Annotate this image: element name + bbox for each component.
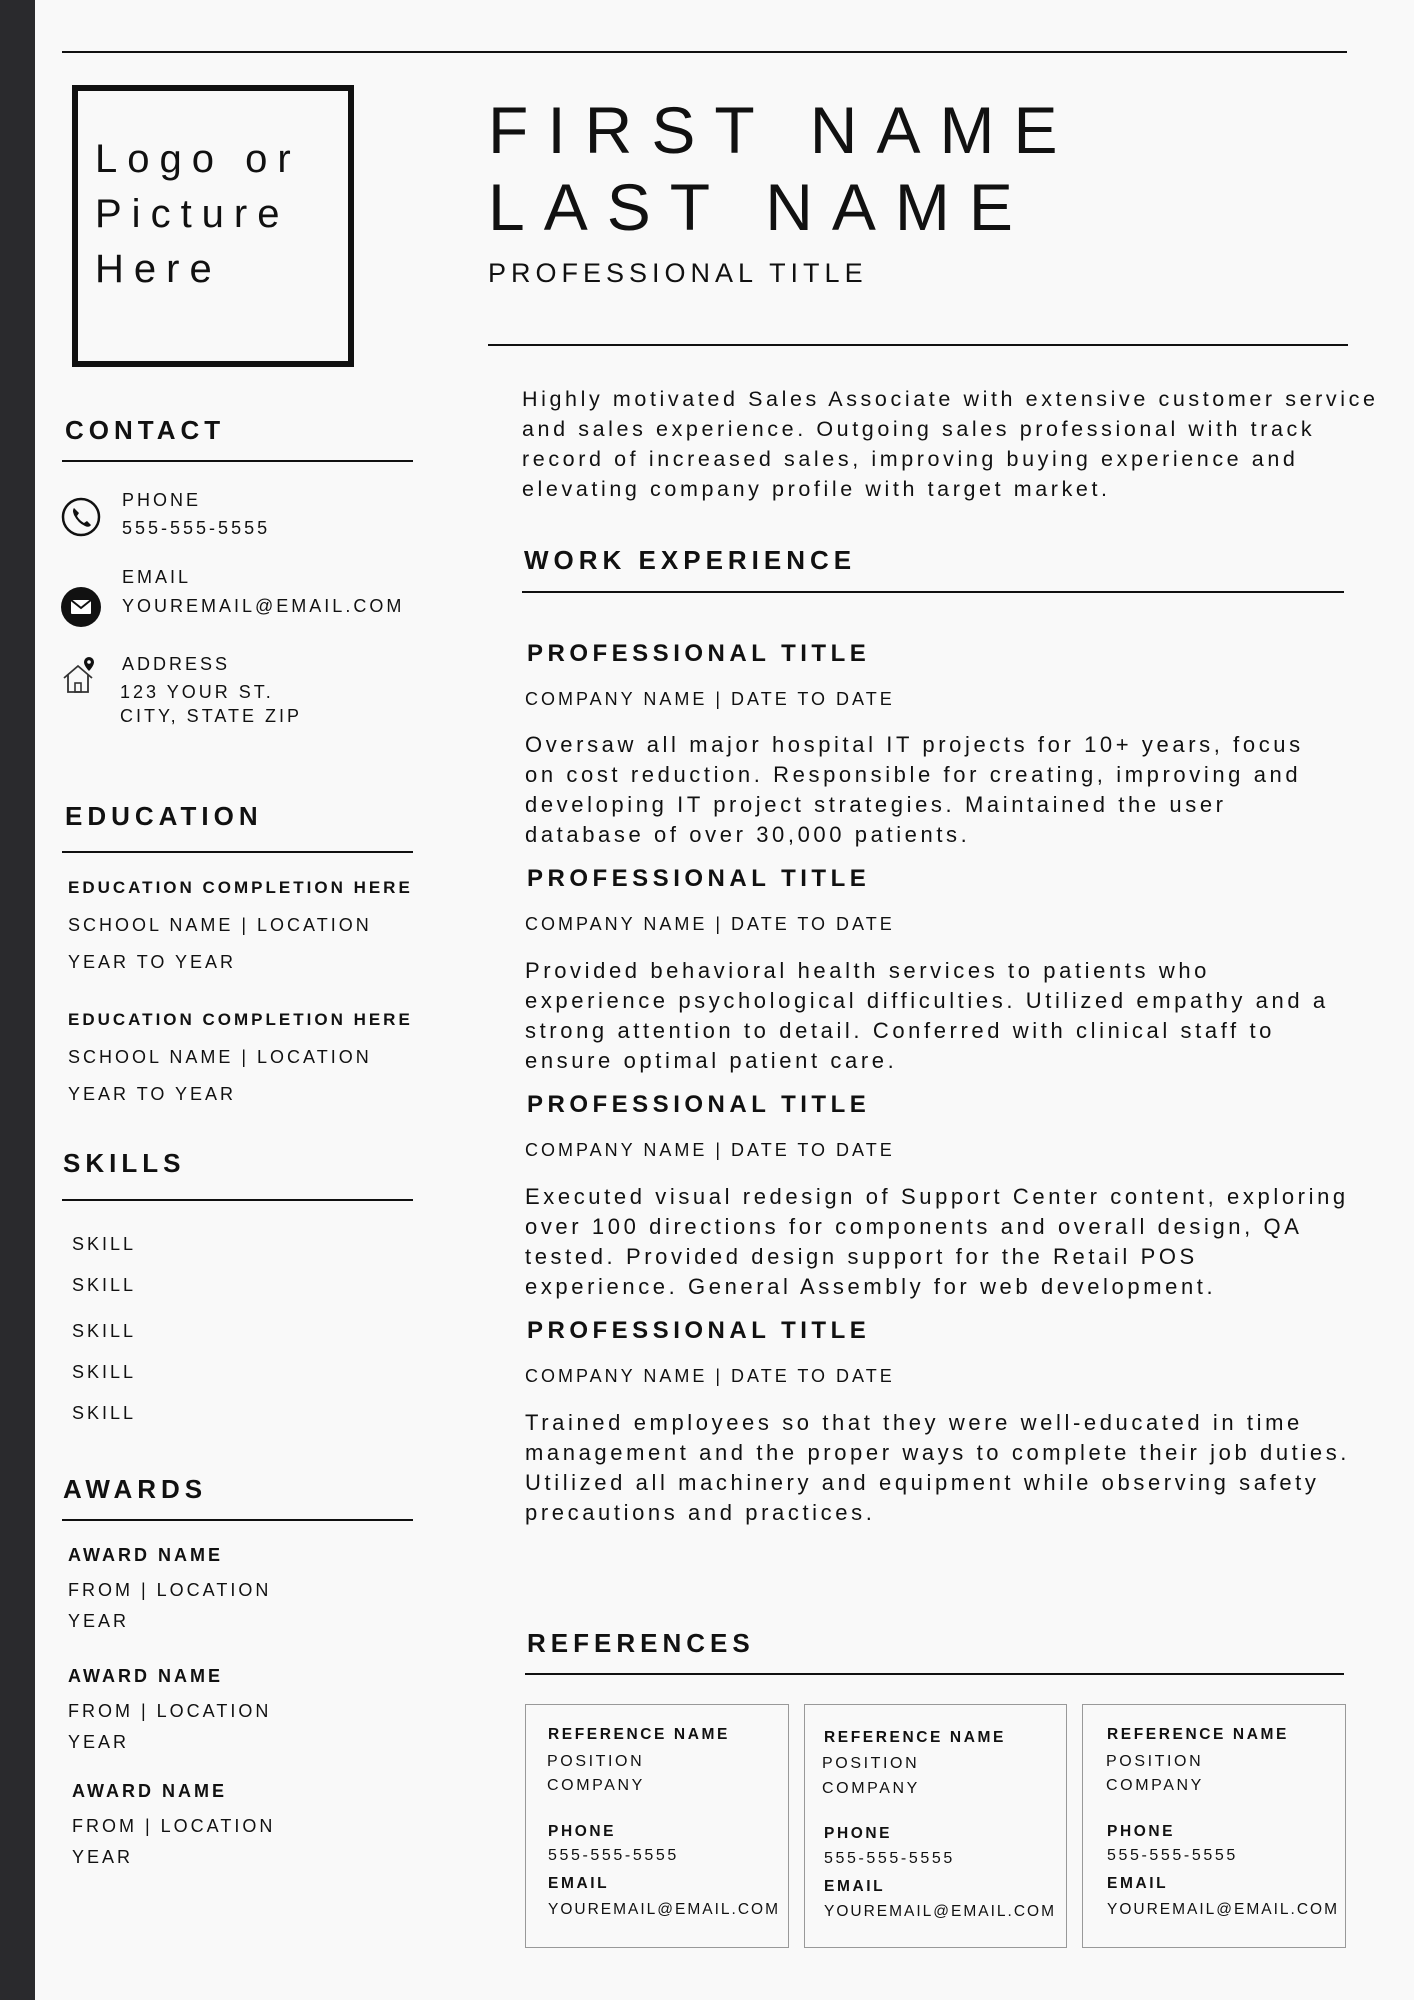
email-icon bbox=[60, 586, 102, 628]
reference-position: POSITION bbox=[547, 1753, 645, 1770]
reference-phone: 555-555-5555 bbox=[548, 1847, 679, 1864]
work-experience-heading: WORK EXPERIENCE bbox=[524, 545, 857, 575]
skill-item: SKILL bbox=[72, 1403, 137, 1423]
references-divider bbox=[525, 1673, 1344, 1675]
email-label: EMAIL bbox=[122, 567, 192, 587]
professional-title: PROFESSIONAL TITLE bbox=[488, 258, 868, 288]
reference-phone-label: PHONE bbox=[824, 1825, 893, 1842]
job-description: Trained employees so that they were well-educated in time management and the proper ways to complete their job duties. Utilized all machinery and equipment while observing safety precautions and practices. bbox=[525, 1410, 1351, 1525]
award-name: AWARD NAME bbox=[68, 1545, 223, 1565]
reference-phone-label: PHONE bbox=[548, 1823, 617, 1840]
award-from: FROM | LOCATION bbox=[68, 1580, 272, 1600]
awards-heading: AWARDS bbox=[63, 1474, 208, 1504]
reference-name: REFERENCE NAME bbox=[1107, 1726, 1289, 1743]
email-value: YOUREMAIL@EMAIL.COM bbox=[122, 596, 405, 616]
education-years: YEAR TO YEAR bbox=[68, 952, 237, 972]
header-divider bbox=[488, 344, 1348, 346]
education-divider bbox=[62, 851, 413, 853]
reference-name: REFERENCE NAME bbox=[824, 1729, 1006, 1746]
award-from: FROM | LOCATION bbox=[68, 1701, 272, 1721]
job-company-dates: COMPANY NAME | DATE TO DATE bbox=[525, 1140, 895, 1160]
award-year: YEAR bbox=[72, 1847, 134, 1867]
logo-text-line: Logo or bbox=[95, 137, 301, 181]
logo-text-line: Here bbox=[95, 247, 222, 291]
skill-item: SKILL bbox=[72, 1321, 137, 1341]
education-title: EDUCATION COMPLETION HERE bbox=[68, 878, 413, 897]
skills-divider bbox=[62, 1199, 413, 1201]
logo-placeholder-text bbox=[95, 132, 375, 297]
contact-divider bbox=[62, 460, 413, 462]
reference-phone: 555-555-5555 bbox=[1107, 1847, 1238, 1864]
reference-name: REFERENCE NAME bbox=[548, 1726, 730, 1743]
reference-company: COMPANY bbox=[1106, 1777, 1204, 1794]
job-description: Oversaw all major hospital IT projects for 10+ years, focus on cost reduction. Responsible for creating, improving and developing IT project strategies. Maintained the user database of over 30,000 patients. bbox=[525, 732, 1304, 847]
award-year: YEAR bbox=[68, 1611, 130, 1631]
reference-email-label: EMAIL bbox=[548, 1875, 610, 1892]
reference-email-label: EMAIL bbox=[824, 1878, 886, 1895]
profile-summary: Highly motivated Sales Associate with extensive customer service and sales experience. Outgoing sales professional with track record of increased sales, improving buying experience and elevating company profile with target market. bbox=[522, 387, 1379, 501]
reference-email: YOUREMAIL@EMAIL.COM bbox=[548, 1901, 781, 1918]
award-year: YEAR bbox=[68, 1732, 130, 1752]
home-location-icon bbox=[60, 656, 102, 698]
job-title: PROFESSIONAL TITLE bbox=[527, 1091, 871, 1118]
reference-company: COMPANY bbox=[822, 1780, 920, 1797]
reference-phone-label: PHONE bbox=[1107, 1823, 1176, 1840]
job-company-dates: COMPANY NAME | DATE TO DATE bbox=[525, 1366, 895, 1386]
job-description: Executed visual redesign of Support Center content, exploring over 100 directions for components and overall design, QA tested. Provided design support for the Retail POS experience. General Assembly for web development. bbox=[525, 1184, 1349, 1299]
work-experience-divider bbox=[522, 591, 1344, 593]
education-years: YEAR TO YEAR bbox=[68, 1084, 237, 1104]
phone-label: PHONE bbox=[122, 490, 202, 510]
address-line2: CITY, STATE ZIP bbox=[120, 706, 303, 726]
references-heading: REFERENCES bbox=[527, 1628, 755, 1658]
contact-heading: CONTACT bbox=[65, 415, 226, 445]
sidebar-accent-bar bbox=[0, 0, 35, 2000]
reference-position: POSITION bbox=[1106, 1753, 1204, 1770]
skill-item: SKILL bbox=[72, 1275, 137, 1295]
reference-email-label: EMAIL bbox=[1107, 1875, 1169, 1892]
skills-heading: SKILLS bbox=[63, 1148, 186, 1178]
award-name: AWARD NAME bbox=[72, 1781, 227, 1801]
job-description: Provided behavioral health services to patients who experience psychological difficulties. Utilized empathy and a strong attention to detail. Conferred with clinical staff to ensure optimal patient care. bbox=[525, 958, 1329, 1073]
address-label: ADDRESS bbox=[122, 654, 231, 674]
reference-email: YOUREMAIL@EMAIL.COM bbox=[1107, 1901, 1340, 1918]
reference-company: COMPANY bbox=[547, 1777, 645, 1794]
reference-card bbox=[1082, 1704, 1346, 1948]
reference-card bbox=[804, 1704, 1067, 1948]
skill-item: SKILL bbox=[72, 1362, 137, 1382]
award-from: FROM | LOCATION bbox=[72, 1816, 276, 1836]
reference-phone: 555-555-5555 bbox=[824, 1850, 955, 1867]
logo-text-line: Picture bbox=[95, 192, 290, 236]
job-title: PROFESSIONAL TITLE bbox=[527, 865, 871, 892]
reference-email: YOUREMAIL@EMAIL.COM bbox=[824, 1903, 1057, 1920]
reference-position: POSITION bbox=[822, 1755, 920, 1772]
education-school: SCHOOL NAME | LOCATION bbox=[68, 915, 372, 935]
phone-value: 555-555-5555 bbox=[122, 518, 271, 538]
job-company-dates: COMPANY NAME | DATE TO DATE bbox=[525, 914, 895, 934]
education-heading: EDUCATION bbox=[65, 801, 263, 831]
job-company-dates: COMPANY NAME | DATE TO DATE bbox=[525, 689, 895, 709]
skill-item: SKILL bbox=[72, 1234, 137, 1254]
education-title: EDUCATION COMPLETION HERE bbox=[68, 1010, 413, 1029]
first-name: FIRST NAME bbox=[488, 93, 1077, 167]
job-title: PROFESSIONAL TITLE bbox=[527, 1317, 871, 1344]
awards-divider bbox=[62, 1519, 413, 1521]
phone-icon bbox=[60, 496, 102, 538]
job-title: PROFESSIONAL TITLE bbox=[527, 640, 871, 667]
reference-card bbox=[525, 1704, 789, 1948]
education-school: SCHOOL NAME | LOCATION bbox=[68, 1047, 372, 1067]
award-name: AWARD NAME bbox=[68, 1666, 223, 1686]
address-line1: 123 YOUR ST. bbox=[120, 682, 274, 702]
top-divider bbox=[62, 51, 1347, 53]
last-name: LAST NAME bbox=[488, 170, 1032, 244]
